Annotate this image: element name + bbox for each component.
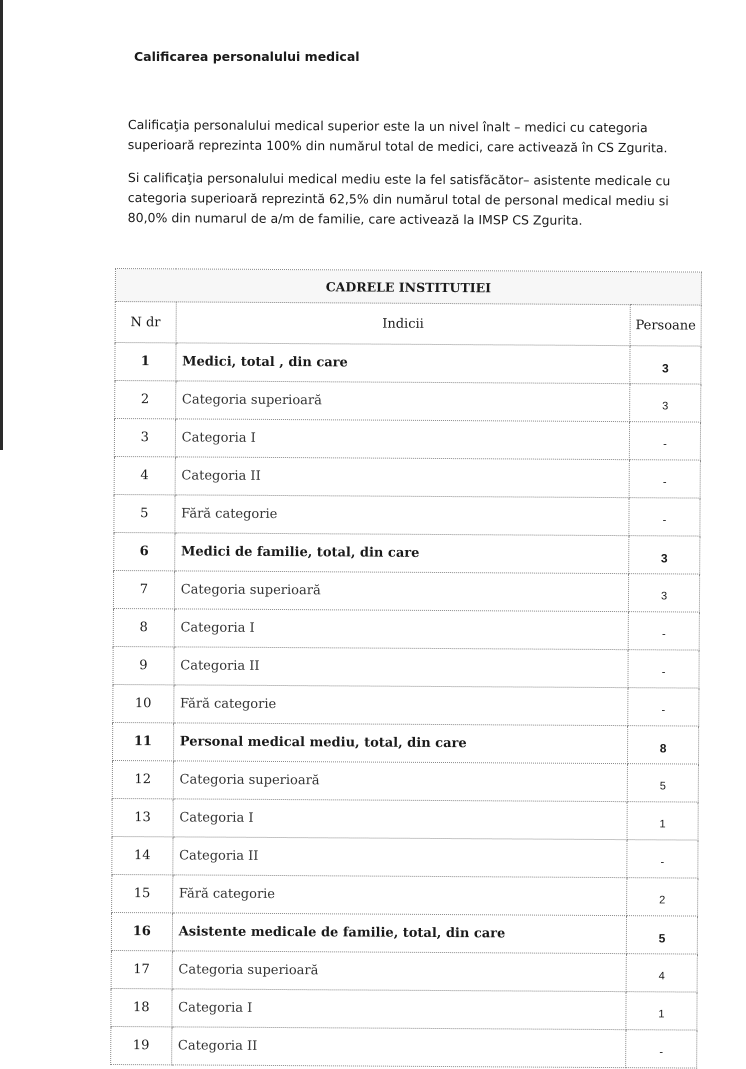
row-number: 13: [112, 798, 173, 836]
row-persons: 1: [627, 802, 698, 840]
row-indicator: Fără categorie: [173, 685, 628, 726]
paragraph-mid-level-staff: Si calificaţia personalului medical mediu este la fel satisfăcător– asistente medicale cu categoria superioară reprezintă 62,5% din numărul total de personal medical mediu si 80,0% din numarul de a/m de familie, care activează la IMSP CS Zgurita.: [127, 169, 671, 228]
row-number: 3: [114, 419, 175, 457]
row-number: 12: [112, 760, 173, 798]
row-number: 6: [114, 532, 175, 570]
table-row: [112, 722, 698, 764]
table-row: [114, 494, 700, 536]
table-row: [113, 570, 699, 612]
row-number: 17: [111, 950, 172, 988]
column-header-indicii: Indicii: [176, 302, 631, 346]
table-row: [115, 343, 701, 385]
row-number: 7: [113, 570, 174, 608]
column-header-persoane: Persoane: [630, 305, 701, 346]
row-indicator: Personal medical mediu, total, din care: [173, 723, 628, 764]
row-indicator: Categoria II: [175, 457, 630, 498]
row-persons: 1: [626, 992, 697, 1030]
page-title: Calificarea personalului medical: [134, 49, 360, 64]
row-persons: 5: [627, 764, 698, 802]
row-persons: 3: [630, 384, 701, 422]
table-row: [112, 798, 698, 840]
row-indicator: Categoria superioară: [173, 761, 628, 802]
row-indicator: Categoria I: [174, 609, 629, 650]
row-number: 2: [115, 381, 176, 419]
row-indicator: Categoria superioară: [175, 381, 630, 422]
row-persons: -: [627, 840, 698, 878]
row-number: 18: [111, 988, 172, 1026]
table-body: [111, 343, 701, 1069]
row-persons: -: [629, 422, 700, 460]
row-persons: -: [628, 688, 699, 726]
table-row: [111, 912, 697, 954]
row-number: 10: [113, 684, 174, 722]
row-indicator: Categoria I: [172, 989, 627, 1030]
row-persons: -: [629, 460, 700, 498]
table-row: [112, 874, 698, 916]
row-indicator: Categoria II: [172, 837, 627, 878]
table-row: [111, 950, 697, 992]
row-number: 11: [112, 722, 173, 760]
row-number: 1: [115, 343, 176, 381]
table-row: [113, 684, 699, 726]
row-persons: 3: [630, 346, 701, 384]
row-persons: 3: [629, 536, 700, 574]
row-persons: 2: [627, 878, 698, 916]
row-indicator: Categoria I: [173, 799, 628, 840]
column-header-nr: N dr: [115, 302, 176, 343]
row-persons: -: [629, 498, 700, 536]
row-indicator: Categoria I: [175, 419, 630, 460]
row-number: 16: [111, 912, 172, 950]
row-indicator: Categoria II: [174, 647, 629, 688]
table-row: [113, 646, 699, 688]
row-persons: -: [628, 612, 699, 650]
row-persons: -: [628, 650, 699, 688]
table-row: [111, 1026, 697, 1068]
row-number: 14: [112, 836, 173, 874]
row-indicator: Categoria superioară: [172, 951, 627, 992]
paragraph-medical-staff: Calificaţia personalului medical superior este la un nivel înalt – medici cu categoria superioară reprezinta 100% din numărul total de medici, care activează în CS Zgurita.: [127, 116, 668, 156]
row-indicator: Categoria II: [171, 1027, 626, 1068]
table-row: [114, 532, 700, 574]
row-persons: 3: [628, 574, 699, 612]
staff-table-container: [110, 268, 702, 1069]
row-number: 8: [113, 608, 174, 646]
row-indicator: Categoria superioară: [174, 571, 629, 612]
table-row: [112, 836, 698, 878]
row-number: 15: [112, 874, 173, 912]
row-persons: 8: [628, 726, 699, 764]
table-row: [114, 456, 700, 498]
row-indicator: Fără categorie: [175, 495, 630, 536]
row-number: 5: [114, 494, 175, 532]
row-persons: -: [626, 1030, 697, 1068]
row-number: 4: [114, 456, 175, 494]
row-indicator: Medici de familie, total, din care: [174, 533, 629, 574]
table-row: [115, 381, 701, 423]
row-indicator: Medici, total , din care: [176, 343, 631, 384]
table-row: [114, 419, 700, 461]
table-caption: CADRELE INSTITUTIEI: [115, 269, 701, 306]
row-indicator: Asistente medicale de familie, total, din care: [172, 913, 627, 954]
table-row: [113, 608, 699, 650]
row-persons: 4: [626, 954, 697, 992]
row-persons: 5: [626, 916, 697, 954]
row-indicator: Fără categorie: [172, 875, 627, 916]
staff-table: [110, 268, 702, 1069]
row-number: 9: [113, 646, 174, 684]
table-row: [112, 760, 698, 802]
row-number: 19: [111, 1026, 172, 1064]
scan-edge: [0, 0, 3, 450]
